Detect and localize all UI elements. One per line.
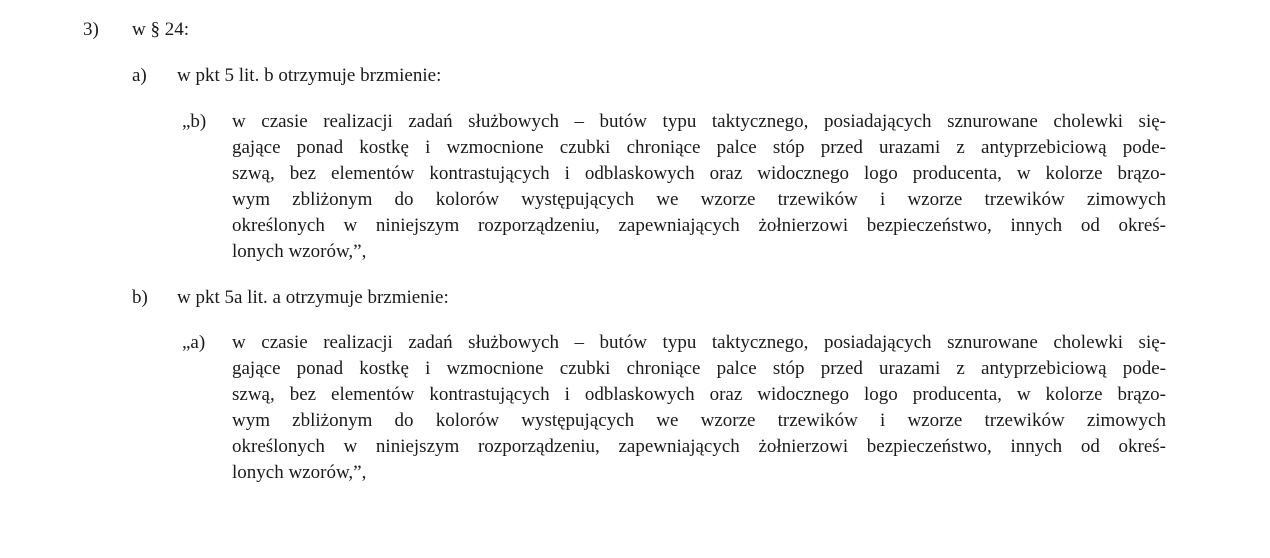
paragraph-line: lonych wzorów,”, [232, 241, 367, 262]
paragraph-line: wym zbliżonym do kolorów występujących we wzorze trzewików i wzorze trzewików zimowych [232, 189, 1166, 210]
paragraph-line: w czasie realizacji zadań służbowych – butów typu taktycznego, posiadających sznurowane cholewki się- [232, 111, 1166, 132]
paragraph-line: gające ponad kostkę i wzmocnione czubki chroniące palce stóp przed urazami z antyprzebiciową pode- [232, 358, 1166, 379]
sub-a-letter: a) [132, 65, 147, 86]
paragraph-line: szwą, bez elementów kontrastujących i odblaskowych oraz widocznego logo producenta, w kolorze brązo- [232, 163, 1166, 184]
item-number: 3) [83, 19, 99, 40]
paragraph-line: określonych w niniejszym rozporządzeniu, zapewniających żołnierzowi bezpieczeństwo, innych od okreś- [232, 436, 1166, 457]
sub-a-quote-marker: „b) [182, 111, 207, 132]
paragraph-line: w czasie realizacji zadań służbowych – butów typu taktycznego, posiadających sznurowane cholewki się- [232, 332, 1166, 353]
sub-b-letter: b) [132, 287, 148, 308]
sub-b-quote-marker: „a) [182, 332, 206, 353]
sub-b-heading: w pkt 5a lit. a otrzymuje brzmienie: [177, 287, 449, 308]
paragraph-line: gające ponad kostkę i wzmocnione czubki chroniące palce stóp przed urazami z antyprzebiciową pode- [232, 137, 1166, 158]
paragraph-line: wym zbliżonym do kolorów występujących we wzorze trzewików i wzorze trzewików zimowych [232, 410, 1166, 431]
paragraph-line: szwą, bez elementów kontrastujących i odblaskowych oraz widocznego logo producenta, w kolorze brązo- [232, 384, 1166, 405]
sub-a-heading: w pkt 5 lit. b otrzymuje brzmienie: [177, 65, 442, 86]
item-heading: w § 24: [132, 19, 189, 40]
paragraph-line: lonych wzorów,”, [232, 462, 367, 483]
paragraph-line: określonych w niniejszym rozporządzeniu, zapewniających żołnierzowi bezpieczeństwo, innych od okreś- [232, 215, 1166, 236]
